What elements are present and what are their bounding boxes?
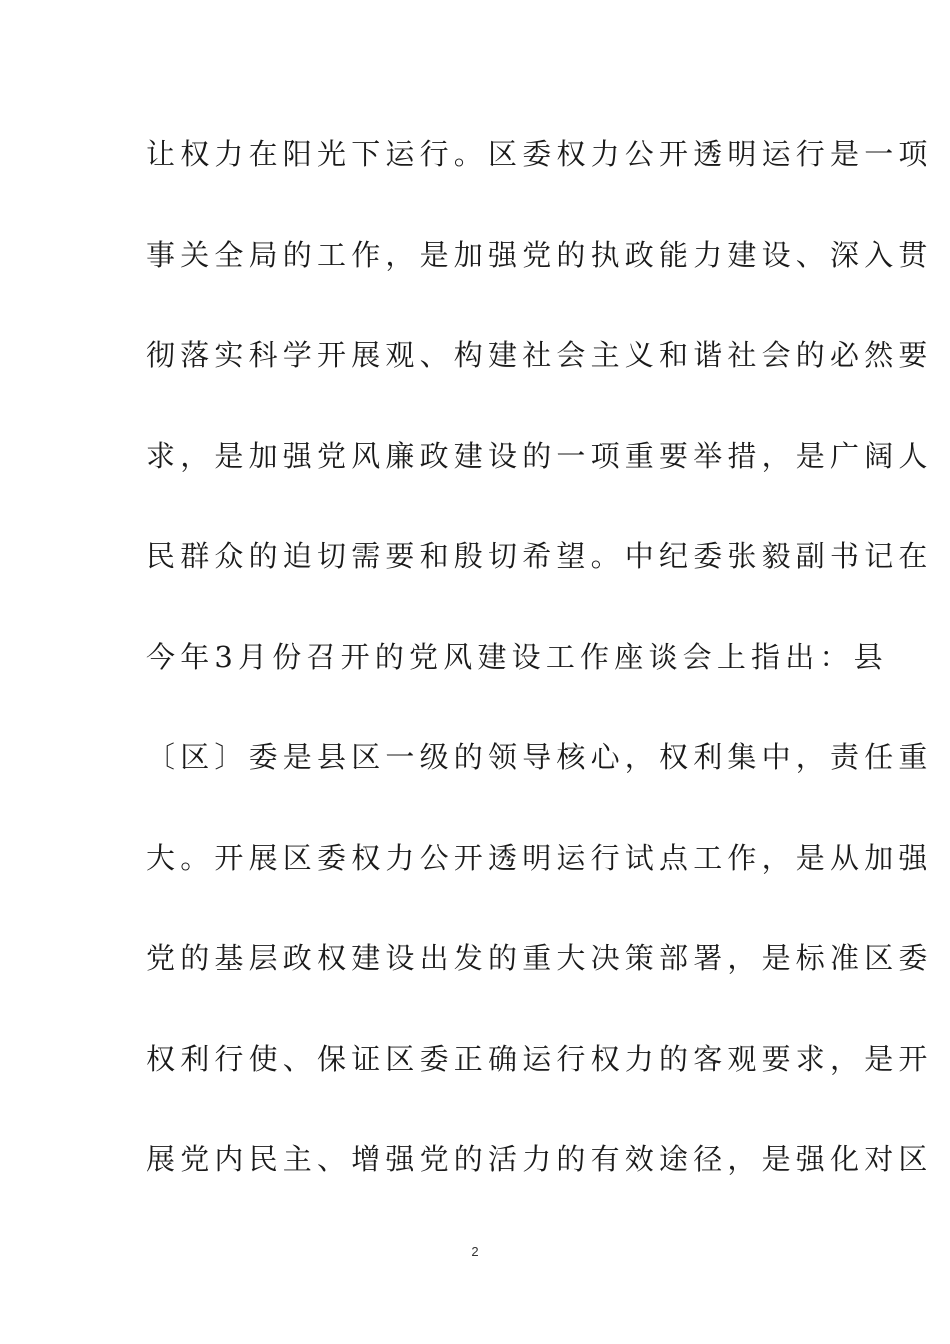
text-line-10: 权利行使、保证区委正确运行权力的客观要求，是开	[146, 1041, 933, 1076]
text-line-5: 民群众的迫切需要和殷切希望。中纪委张毅副书记在	[146, 539, 933, 573]
text-line-7: 〔区〕委是县区一级的领导核心，权利集中，责任重	[146, 740, 933, 774]
text-line-4: 求，是加强党风廉政建设的一项重要举措，是广阔人	[146, 438, 933, 473]
text-line-3: 彻落实科学开展观、构建社会主义和谐社会的必然要	[146, 338, 933, 372]
text-line-2: 事关全局的工作，是加强党的执政能力建设、深入贯	[146, 237, 933, 272]
text-line-8: 大。开展区委权力公开透明运行试点工作，是从加强	[146, 840, 933, 875]
text-line-11: 展党内民主、增强党的活力的有效途径，是强化对区	[146, 1142, 933, 1176]
page-number: 2	[471, 1244, 479, 1259]
text-line-6: 今年3月份召开的党风建设工作座谈会上指出：县	[146, 639, 888, 674]
text-line-1: 让权力在阳光下运行。区委权力公开透明运行是一项	[146, 137, 933, 171]
text-line-9: 党的基层政权建设出发的重大决策部署，是标准区委	[146, 941, 933, 975]
body-text	[146, 124, 933, 1230]
